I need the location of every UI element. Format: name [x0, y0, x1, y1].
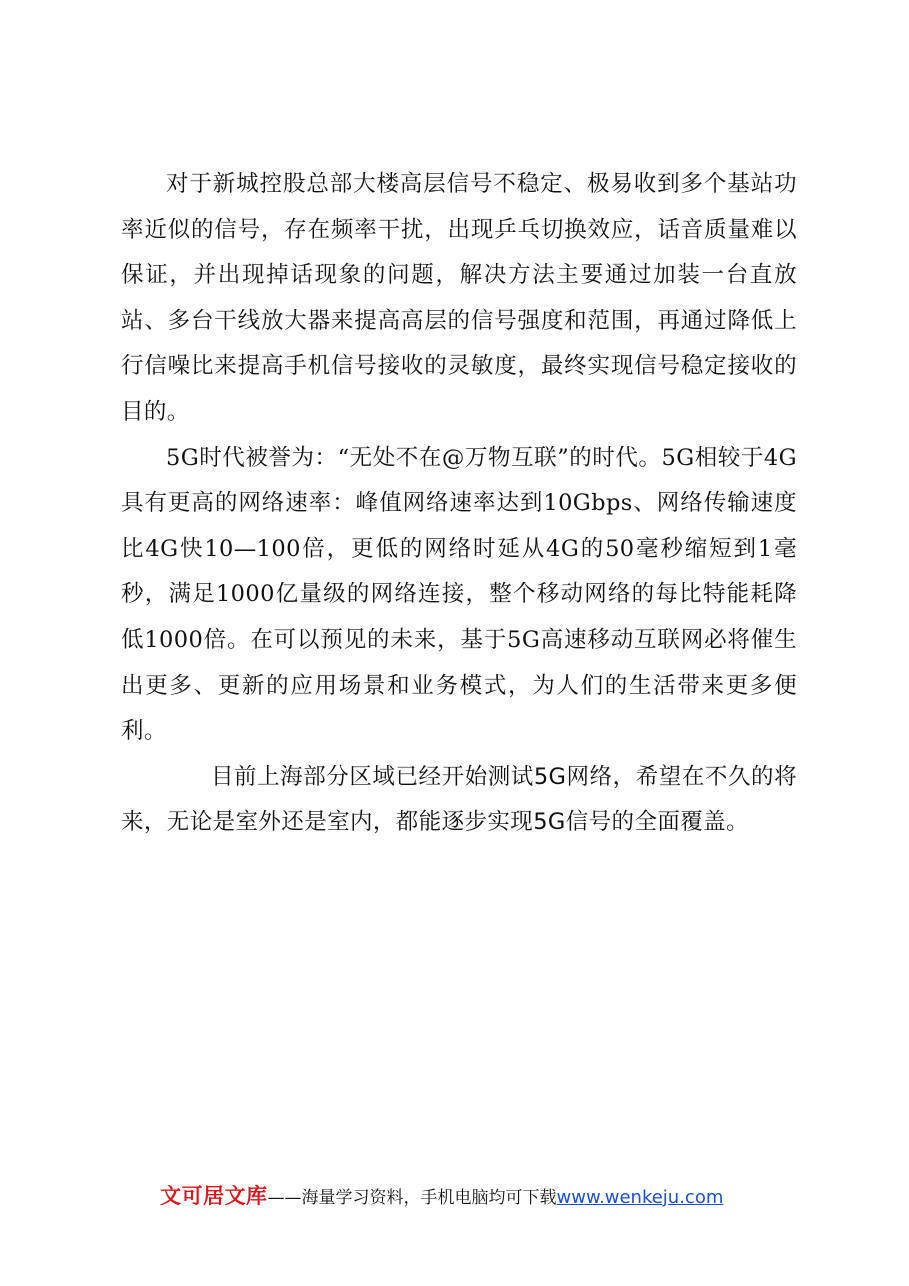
footer-brand: 文可居文库	[160, 1184, 268, 1208]
footer-site-link[interactable]: www.wenkeju.com	[556, 1187, 724, 1208]
footer-banner	[160, 1182, 800, 1210]
footer-tagline: ——海量学习资料，手机电脑均可下载	[267, 1188, 557, 1208]
document-body	[121, 162, 797, 846]
paragraph-shanghai-testing: 目前上海部分区域已经开始测试5G网络，希望在不久的将来，无论是室外还是室内，都能逐步实现5G信号的全面覆盖。	[121, 763, 797, 836]
paragraph-5g-era: 5G时代被誉为：“无处不在@万物互联”的时代。5G相较于4G具有更高的网络速率：峰值网络速率达到10Gbps、网络传输速度比4G快10—100倍，更低的网络时延从4G的50毫秒缩短到1毫秒，满足1000亿量级的网络连接，整个移动网络的每比特能耗降低1000倍。在可以预见的未来，基于5G高速移动互联网必将催生出更多、更新的应用场景和业务模式，为人们的生活带来更多便利。	[121, 444, 797, 745]
paragraph-signal-solution: 对于新城控股总部大楼高层信号不稳定、极易收到多个基站功率近似的信号，存在频率干扰，出现乒乓切换效应，话音质量难以保证，并出现掉话现象的问题，解决方法主要通过加装一台直放站、多台干线放大器来提高高层的信号强度和范围，再通过降低上行信噪比来提高手机信号接收的灵敏度，最终实现信号稳定接收的目的。	[121, 171, 797, 425]
